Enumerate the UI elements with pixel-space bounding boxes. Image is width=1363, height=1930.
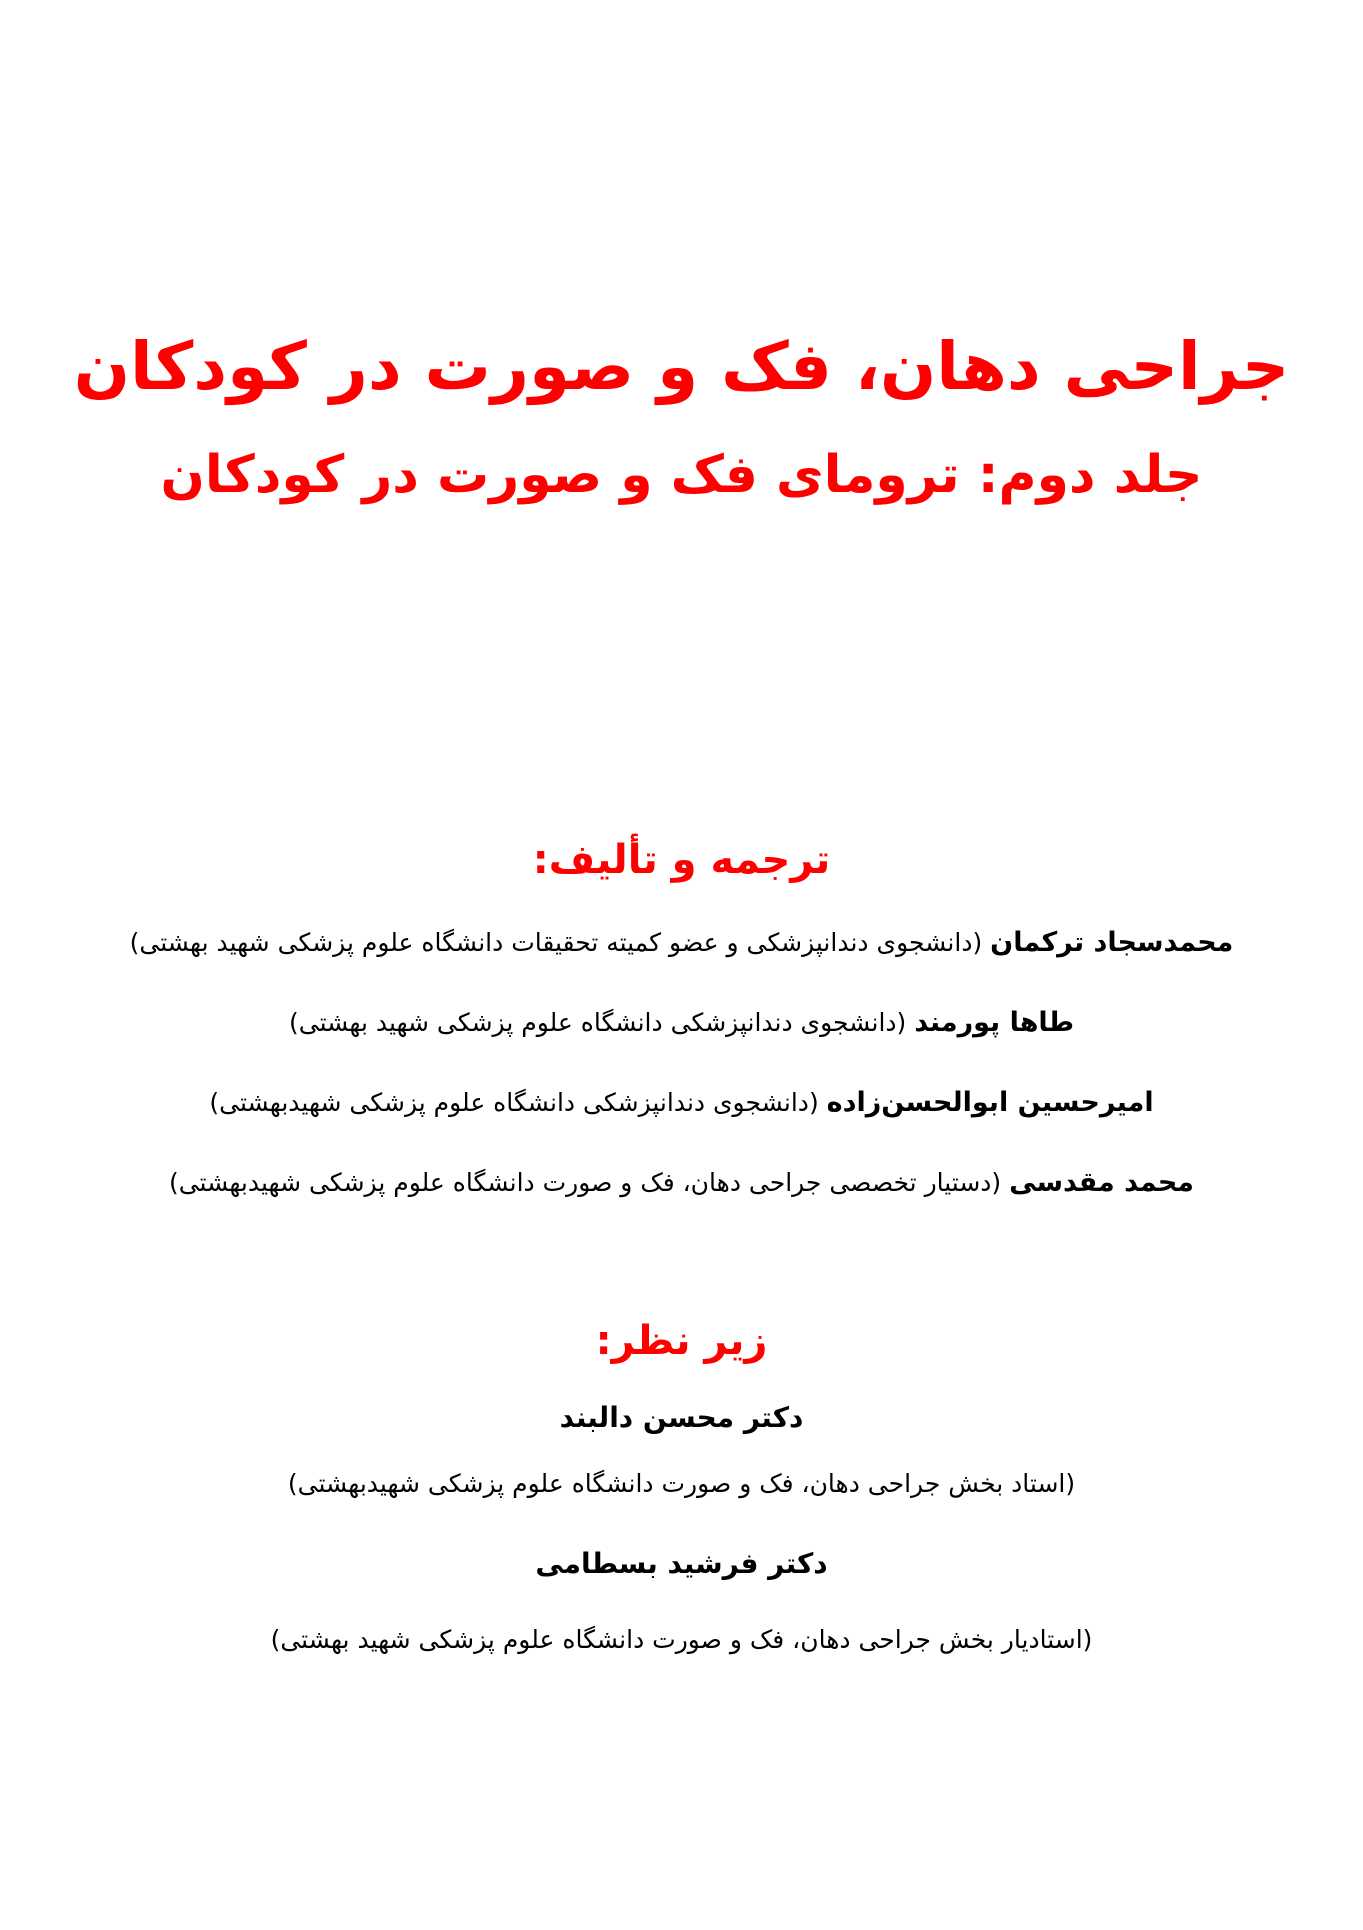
supervisor-affiliation: (استاد بخش جراحی دهان، فک و صورت دانشگاه علوم پزشکی شهیدبهشتی) bbox=[287, 1469, 1076, 1498]
author-name: طاها پورمند bbox=[914, 1007, 1075, 1038]
author-affiliation: (دستیار تخصصی جراحی دهان، فک و صورت دانشگاه علوم پزشکی شهیدبهشتی) bbox=[168, 1168, 1002, 1197]
author-entry bbox=[0, 1083, 1363, 1123]
supervisor-name: دکتر محسن دالبند bbox=[559, 1401, 804, 1434]
book-title: جراحی دهان، فک و صورت در کودکان bbox=[73, 328, 1290, 405]
supervisor-affiliation: (استادیار بخش جراحی دهان، فک و صورت دانشگاه علوم پزشکی شهید بهشتی) bbox=[270, 1625, 1093, 1654]
author-entry bbox=[0, 923, 1363, 963]
author-name: امیرحسین ابوالحسن‌زاده bbox=[826, 1087, 1154, 1118]
author-affiliation: (دانشجوی دندانپزشکی و عضو کمیته تحقیقات دانشگاه علوم پزشکی شهید بهشتی) bbox=[129, 928, 983, 957]
author-affiliation: (دانشجوی دندانپزشکی دانشگاه علوم پزشکی شهید بهشتی) bbox=[288, 1008, 907, 1037]
authors-heading: ترجمه و تألیف: bbox=[532, 837, 831, 883]
supervisor-name: دکتر فرشید بسطامی bbox=[535, 1547, 828, 1580]
author-entry bbox=[0, 1163, 1363, 1203]
author-entry bbox=[0, 1003, 1363, 1043]
book-subtitle: جلد دوم: ترومای فک و صورت در کودکان bbox=[160, 445, 1203, 505]
author-name: محمدسجاد ترکمان bbox=[990, 927, 1234, 958]
author-name: محمد مقدسی bbox=[1009, 1167, 1195, 1198]
supervisors-heading: زیر نظر: bbox=[595, 1318, 768, 1364]
author-affiliation: (دانشجوی دندانپزشکی دانشگاه علوم پزشکی شهیدبهشتی) bbox=[209, 1088, 819, 1117]
